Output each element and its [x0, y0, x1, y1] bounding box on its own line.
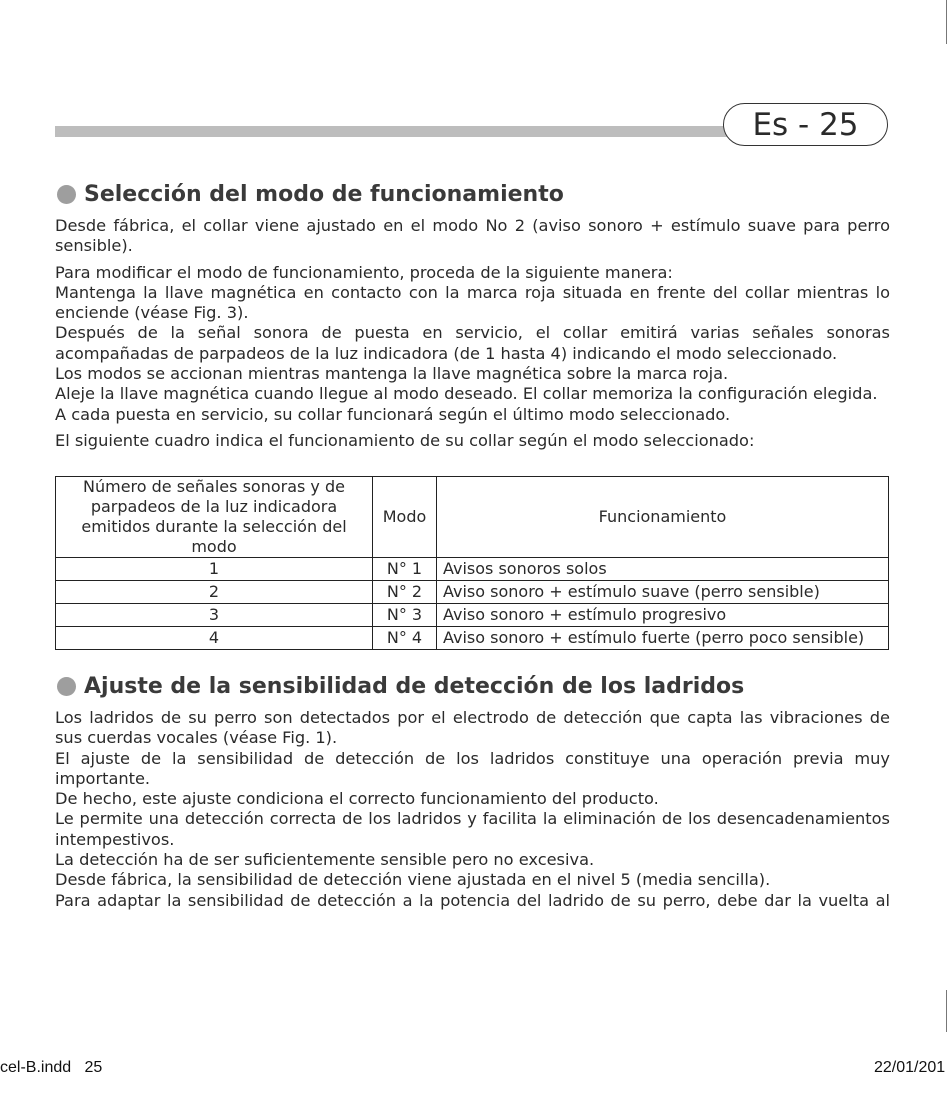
paragraph: Después de la señal sonora de puesta en servicio, el collar emitirá varias señales sonoras acompañadas de parpadeos de la luz indicadora (de 1 hasta 4) indicando el modo seleccionado.	[55, 323, 890, 363]
table-row	[56, 627, 889, 650]
table-cell: 2	[56, 581, 373, 604]
paragraph: Aleje la llave magnética cuando llegue al modo deseado. El collar memoriza la configuración elegida.	[55, 384, 878, 404]
paragraph: Mantenga la llave magnética en contacto con la marca roja situada en frente del collar mientras lo enciende (véase Fig. 3).	[55, 282, 890, 323]
table-cell: Aviso sonoro + estímulo fuerte (perro poco sensible)	[437, 627, 889, 650]
paragraph: Desde fábrica, el collar viene ajustado en el modo No 2 (aviso sonoro + estímulo suave para perro sensible).	[55, 216, 890, 256]
bullet-icon	[57, 185, 76, 204]
table-row	[56, 604, 889, 627]
page-number-tab	[723, 103, 888, 146]
header-bar	[55, 126, 735, 137]
table-cell: 4	[56, 627, 373, 650]
footer-file-name: cel-B.indd 25	[0, 1059, 103, 1076]
paragraph: De hecho, este ajuste condiciona el correcto funcionamiento del producto.	[55, 789, 659, 809]
section-title-sensitivity-text: Ajuste de la sensibilidad de detección de los ladridos	[84, 674, 745, 699]
paragraph: El ajuste de la sensibilidad de detección de los ladridos constituye una operación previa muy importante.	[55, 748, 890, 788]
table-cell: N° 3	[373, 604, 437, 627]
table-cell: 3	[56, 604, 373, 627]
crop-mark-top	[946, 0, 947, 44]
page-label: Es - 25	[752, 106, 859, 143]
section2-body	[55, 708, 890, 911]
modes-table	[55, 476, 889, 650]
paragraph: A cada puesta en servicio, su collar funcionará según el último modo seleccionado.	[55, 404, 731, 424]
paragraph: Los modos se accionan mientras mantenga la llave magnética sobre la marca roja.	[55, 364, 729, 384]
table-cell: N° 1	[373, 558, 437, 581]
paragraph: El siguiente cuadro indica el funcionamiento de su collar según el modo seleccionado:	[55, 430, 755, 450]
crop-mark-bottom	[946, 990, 947, 1032]
table-cell: Aviso sonoro + estímulo suave (perro sensible)	[437, 581, 889, 604]
section-title-sensitivity	[57, 674, 744, 699]
paragraph: Desde fábrica, la sensibilidad de detección viene ajustada en el nivel 5 (media sencilla).	[55, 870, 771, 890]
table-cell: Aviso sonoro + estímulo progresivo	[437, 604, 889, 627]
footer-date: 22/01/201	[874, 1059, 946, 1076]
table-header-function: Funcionamiento	[437, 477, 889, 558]
table-cell: Avisos sonoros solos	[437, 558, 889, 581]
paragraph: Los ladridos de su perro son detectados por el electrodo de detección que capta las vibraciones de sus cuerdas vocales (véase Fig. 1).	[55, 708, 890, 748]
paragraph: Para adaptar la sensibilidad de detección a la potencia del ladrido de su perro, debe dar la vuelta al	[55, 890, 890, 910]
table-row	[56, 581, 889, 604]
paragraph: Para modificar el modo de funcionamiento, proceda de la siguiente manera:	[55, 262, 673, 282]
paragraph: Le permite una detección correcta de los ladridos y facilita la eliminación de los desencadenamientos intempestivos.	[55, 809, 890, 849]
table-cell: N° 2	[373, 581, 437, 604]
table-header-row	[56, 477, 889, 558]
table-header-signals: Número de señales sonoras y de parpadeos de la luz indicadora emitidos durante la selección del modo	[56, 477, 373, 558]
table-cell: 1	[56, 558, 373, 581]
table-row	[56, 558, 889, 581]
paragraph: La detección ha de ser suficientemente sensible pero no excesiva.	[55, 850, 595, 870]
section1-body	[55, 216, 890, 451]
table-cell: N° 4	[373, 627, 437, 650]
section-title-mode	[57, 182, 564, 207]
table-header-mode: Modo	[373, 477, 437, 558]
section-title-mode-text: Selección del modo de funcionamiento	[84, 182, 564, 207]
bullet-icon	[57, 677, 76, 696]
